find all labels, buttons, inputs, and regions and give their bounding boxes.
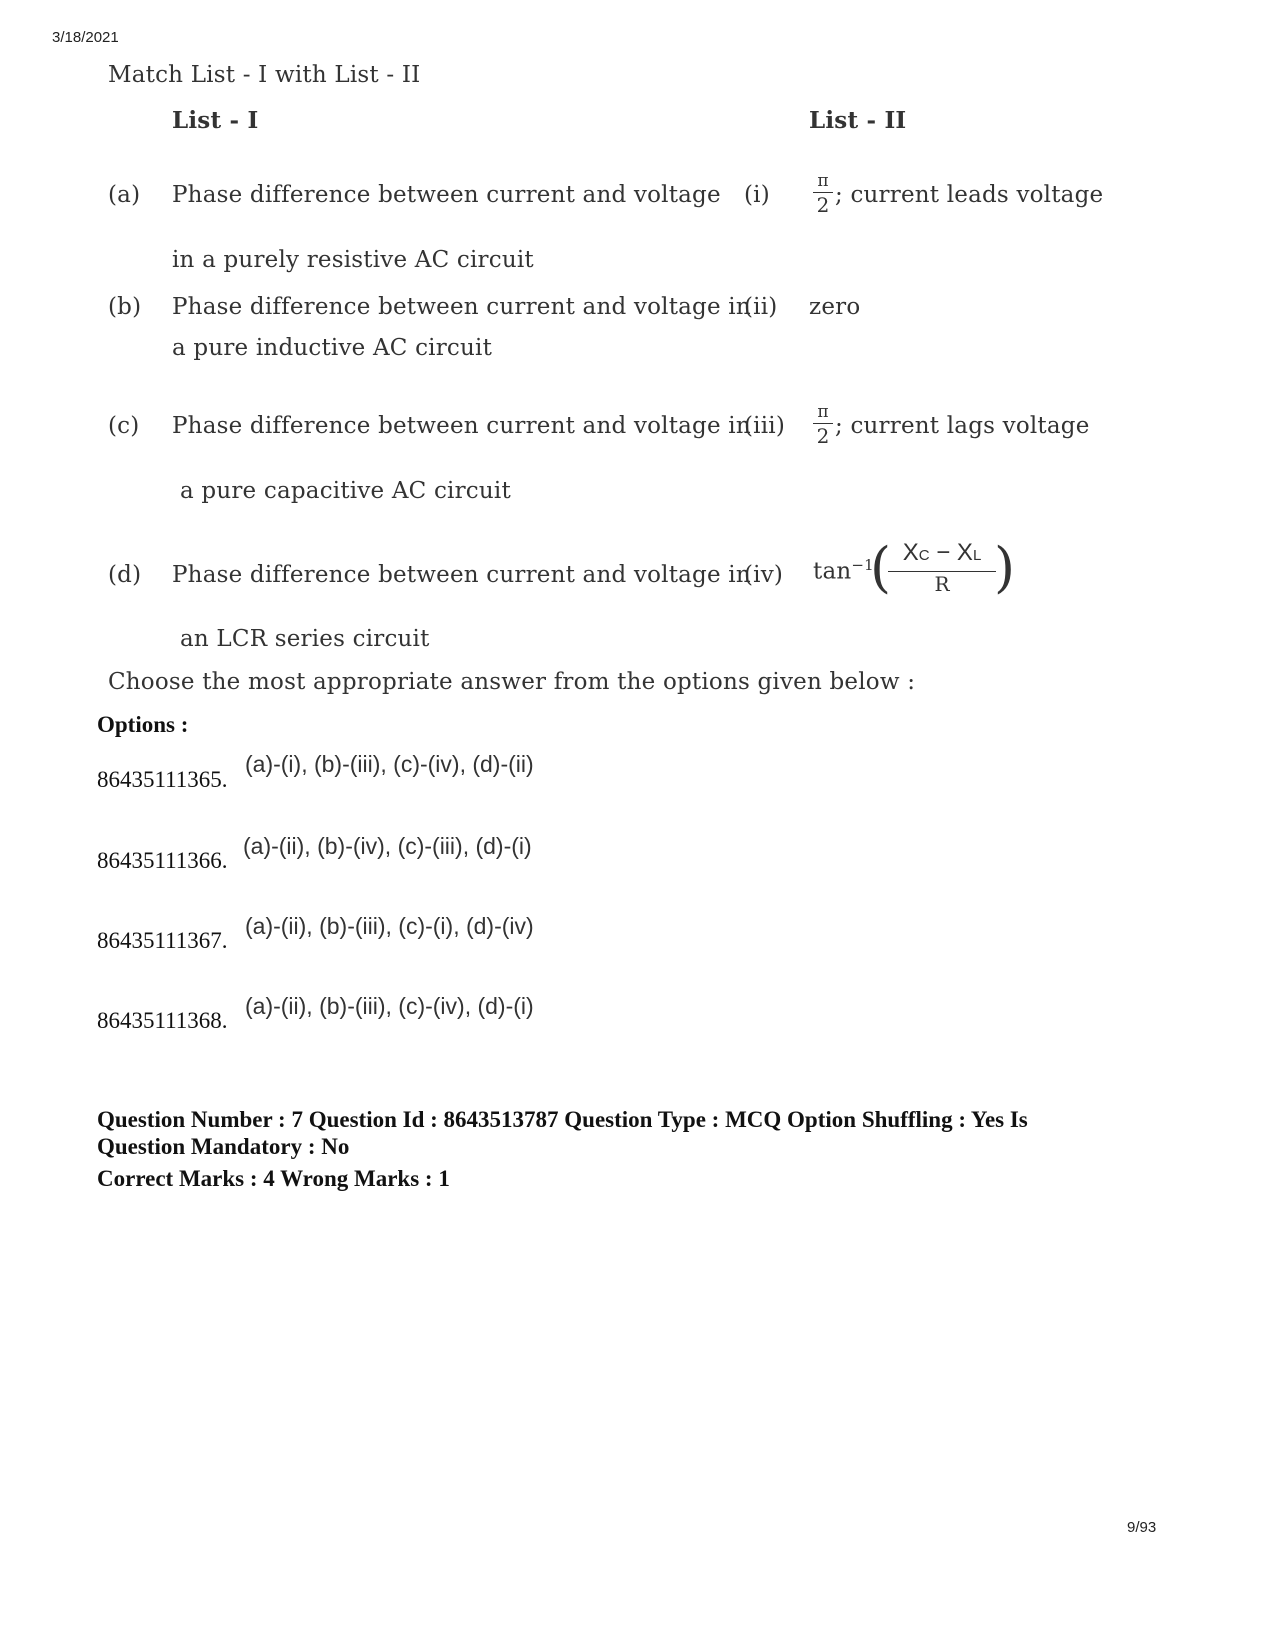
- roman-ii: (ii): [744, 294, 778, 320]
- marks-line: Correct Marks : 4 Wrong Marks : 1: [97, 1166, 450, 1191]
- left-paren: (: [870, 536, 892, 599]
- row-b-text-cont: a pure inductive AC circuit: [172, 335, 493, 361]
- question-instruction: Match List - I with List - II: [108, 62, 421, 88]
- question-meta-line2: Question Mandatory : No: [97, 1134, 350, 1159]
- pi-over-2-fraction: π 2: [813, 403, 833, 446]
- tan-inverse-function: $\tan^{-1}$: [813, 556, 874, 585]
- option-1-id: 86435111365.: [97, 767, 228, 792]
- row-c-text: Phase difference between current and voltage in: [172, 413, 751, 439]
- list1-header: List - I: [172, 107, 259, 134]
- row-a-text-cont: in a purely resistive AC circuit: [172, 247, 534, 273]
- option-2-text[interactable]: (a)-(ii), (b)-(iv), (c)-(iii), (d)-(i): [243, 833, 532, 859]
- answer-prompt: Choose the most appropriate answer from the options given below :: [108, 669, 916, 695]
- reactance-fraction: XC − XL R: [888, 540, 996, 594]
- option-2-id: 86435111366.: [97, 848, 228, 873]
- roman-iv: (iv): [744, 562, 784, 588]
- row-d-label: (d): [108, 562, 142, 588]
- row-d-text: Phase difference between current and voltage in: [172, 562, 751, 588]
- options-label: Options :: [97, 712, 189, 737]
- row-c-label: (c): [108, 413, 140, 439]
- option-3-id: 86435111367.: [97, 928, 228, 953]
- roman-i: (i): [744, 182, 770, 208]
- row-b-text: Phase difference between current and voltage in: [172, 294, 751, 320]
- row-a-label: (a): [108, 182, 141, 208]
- answer-i: ; current leads voltage: [835, 182, 1104, 208]
- roman-iii: (iii): [744, 413, 786, 439]
- option-4-id: 86435111368.: [97, 1008, 228, 1033]
- option-3-text[interactable]: (a)-(ii), (b)-(iii), (c)-(i), (d)-(iv): [245, 913, 534, 939]
- page-number: 9/93: [1127, 1519, 1157, 1536]
- right-paren: ): [994, 536, 1016, 599]
- pi-over-2-fraction: π 2: [813, 172, 833, 215]
- row-d-text-cont: an LCR series circuit: [180, 626, 430, 652]
- row-a-text: Phase difference between current and voltage: [172, 182, 721, 208]
- row-c-text-cont: a pure capacitive AC circuit: [180, 478, 511, 504]
- row-b-label: (b): [108, 294, 142, 320]
- print-date: 3/18/2021: [52, 29, 119, 46]
- list2-header: List - II: [809, 107, 907, 134]
- question-meta-line1: Question Number : 7 Question Id : 8643513787 Question Type : MCQ Option Shuffling : Yes Is: [97, 1107, 1028, 1132]
- answer-iii: ; current lags voltage: [835, 413, 1090, 439]
- option-4-text[interactable]: (a)-(ii), (b)-(iii), (c)-(iv), (d)-(i): [245, 993, 534, 1019]
- answer-ii: zero: [809, 294, 861, 320]
- option-1-text[interactable]: (a)-(i), (b)-(iii), (c)-(iv), (d)-(ii): [245, 751, 534, 777]
